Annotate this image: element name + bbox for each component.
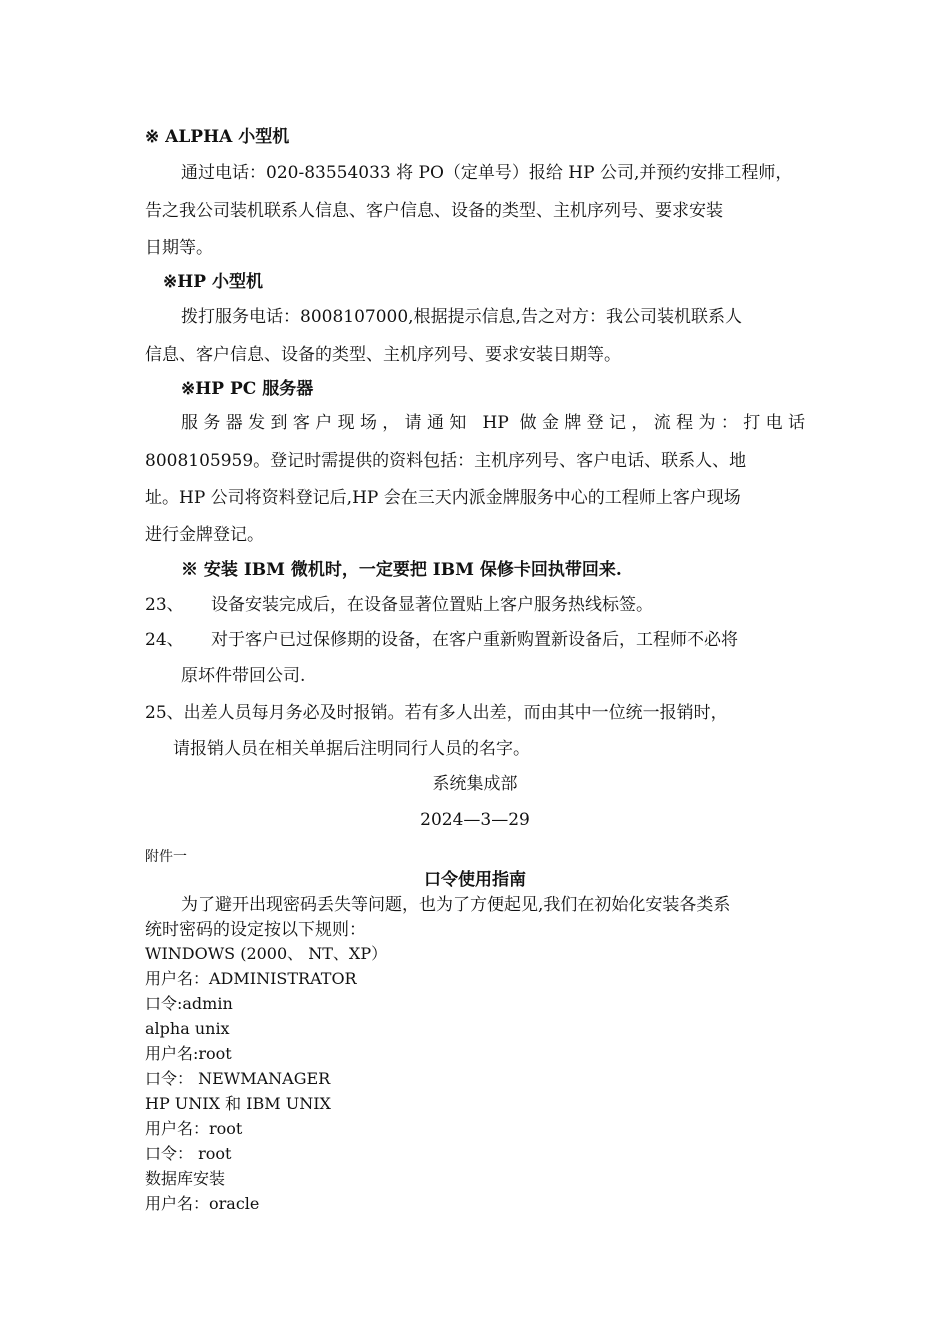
item-continuation: 原坏件带回公司. bbox=[181, 666, 306, 686]
item-number: 23、 bbox=[145, 595, 184, 615]
intro-line: 为了避开出现密码丢失等问题，也为了方便起见,我们在初始化安装各类系 bbox=[181, 895, 731, 915]
item-text: 对于客户已过保修期的设备，在客户重新购置新设备后，工程师不必将 bbox=[211, 630, 738, 650]
signature-department: 系统集成部 bbox=[432, 774, 518, 794]
rule-line: 用户名:root bbox=[145, 1044, 232, 1063]
paragraph-line: 告之我公司装机联系人信息、客户信息、设备的类型、主机序列号、要求安装 bbox=[145, 201, 723, 221]
section-heading-alpha: ※ ALPHA 小型机 bbox=[145, 127, 290, 147]
rule-line: 口令： NEWMANAGER bbox=[145, 1069, 331, 1088]
paragraph-line: 日期等。 bbox=[145, 238, 213, 258]
rule-line: 用户名：root bbox=[145, 1119, 243, 1138]
rule-line: WINDOWS (2000、 NT、XP） bbox=[145, 944, 388, 963]
rule-line: 口令:admin bbox=[145, 994, 233, 1013]
list-item bbox=[145, 594, 653, 616]
section-heading-hp-minicomputer: ※HP 小型机 bbox=[163, 272, 264, 292]
signature-date: 2024—3—29 bbox=[420, 810, 530, 830]
rule-line: 用户名：ADMINISTRATOR bbox=[145, 969, 357, 988]
intro-line: 统时密码的设定按以下规则： bbox=[145, 920, 366, 940]
paragraph-line: 址。HP 公司将资料登记后,HP 会在三天内派金牌服务中心的工程师上客户现场 bbox=[145, 488, 741, 508]
item-text: 设备安装完成后，在设备显著位置贴上客户服务热线标签。 bbox=[211, 595, 653, 615]
rule-line: 口令： root bbox=[145, 1144, 232, 1163]
rule-line: alpha unix bbox=[145, 1019, 230, 1038]
item-continuation: 请报销人员在相关单据后注明同行人员的名字。 bbox=[173, 739, 530, 759]
paragraph-line: 信息、客户信息、设备的类型、主机序列号、要求安装日期等。 bbox=[145, 345, 621, 365]
section-heading-hp-pc-server: ※HP PC 服务器 bbox=[181, 379, 314, 399]
rule-line: 用户名：oracle bbox=[145, 1194, 260, 1213]
paragraph-line: 通过电话：020-83554033 将 PO（定单号）报给 HP 公司,并预约安排工程师， bbox=[181, 163, 793, 183]
paragraph-line: 8008105959。登记时需提供的资料包括：主机序列号、客户电话、联系人、地 bbox=[145, 451, 747, 471]
paragraph-line: 进行金牌登记。 bbox=[145, 525, 264, 545]
paragraph-line: 服务器发到客户现场，请通知 HP 做金牌登记，流程为：打电话 bbox=[181, 413, 805, 433]
rule-line: HP UNIX 和 IBM UNIX bbox=[145, 1094, 331, 1113]
attachment-title: 口令使用指南 bbox=[424, 870, 526, 890]
list-item bbox=[145, 629, 738, 651]
paragraph-line: 拨打服务电话：8008107000,根据提示信息,告之对方：我公司装机联系人 bbox=[181, 307, 742, 327]
item-number: 24、 bbox=[145, 630, 184, 650]
list-item: 25、出差人员每月务必及时报销。若有多人出差，而由其中一位统一报销时， bbox=[145, 703, 728, 723]
section-heading-ibm: ※ 安装 IBM 微机时，一定要把 IBM 保修卡回执带回来. bbox=[181, 560, 622, 580]
attachment-label: 附件一 bbox=[145, 849, 187, 865]
rule-line: 数据库安装 bbox=[145, 1169, 226, 1188]
